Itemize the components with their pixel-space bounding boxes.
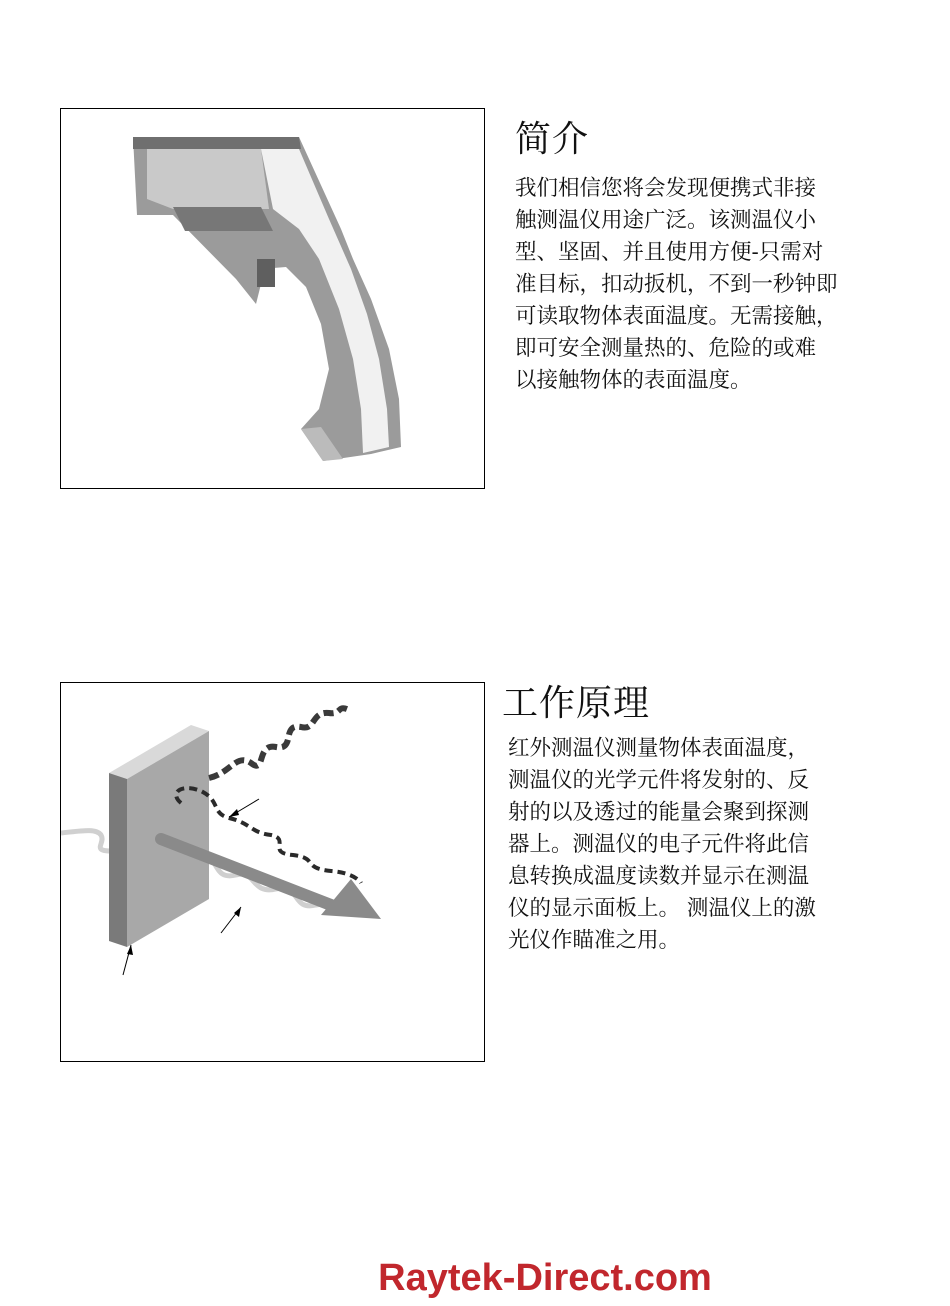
brand-link[interactable]: Raytek-Direct.com: [378, 1257, 712, 1299]
principle-line: 射的以及透过的能量会聚到探测: [508, 800, 810, 825]
intro-line: 即可安全测量热的、危险的或难: [515, 336, 817, 361]
principle-figure: [60, 682, 485, 1062]
principle-paragraph: [508, 733, 816, 957]
principle-line: 测温仪的光学元件将发射的、反: [508, 768, 810, 793]
display-panel: [173, 207, 273, 231]
principle-line: 息转换成温度读数并显示在测温: [508, 864, 810, 889]
principle-line: 器上。测温仪的电子元件将此信: [508, 832, 810, 857]
intro-line: 型、坚固、并且使用方便-只需对: [515, 240, 824, 265]
principle-line: 光仪作瞄准之用。: [508, 928, 681, 953]
principle-line: 红外测温仪测量物体表面温度，: [508, 736, 810, 761]
thermometer-side-face: [147, 149, 269, 209]
pointer-arrowhead: [229, 809, 239, 817]
intro-line: 可读取物体表面温度。无需接触，: [515, 304, 838, 329]
pointer-arrowhead: [127, 945, 133, 955]
trigger: [257, 259, 275, 287]
intro-line: 我们相信您将会发现便携式非接: [515, 176, 817, 201]
infrared-thermometer-illustration: [61, 109, 483, 487]
intro-line: 以接触物体的表面温度。: [515, 368, 752, 393]
thermometer-figure: [60, 108, 485, 489]
intro-title: 简介: [515, 119, 590, 160]
thermometer-top-edge: [133, 137, 301, 149]
emitted-energy-wave: [209, 708, 351, 778]
transmitted-energy-left: [61, 831, 111, 851]
target-plate-edge: [109, 773, 127, 947]
principle-title: 工作原理: [502, 683, 651, 724]
energy-diagram: [61, 683, 483, 1060]
principle-line: 仪的显示面板上。 测温仪上的激: [508, 896, 816, 921]
intro-line: 触测温仪用途广泛。该测温仪小: [515, 208, 817, 233]
intro-line: 准目标，扣动扳机，不到一秒钟即: [515, 272, 838, 297]
intro-paragraph: [515, 173, 838, 397]
